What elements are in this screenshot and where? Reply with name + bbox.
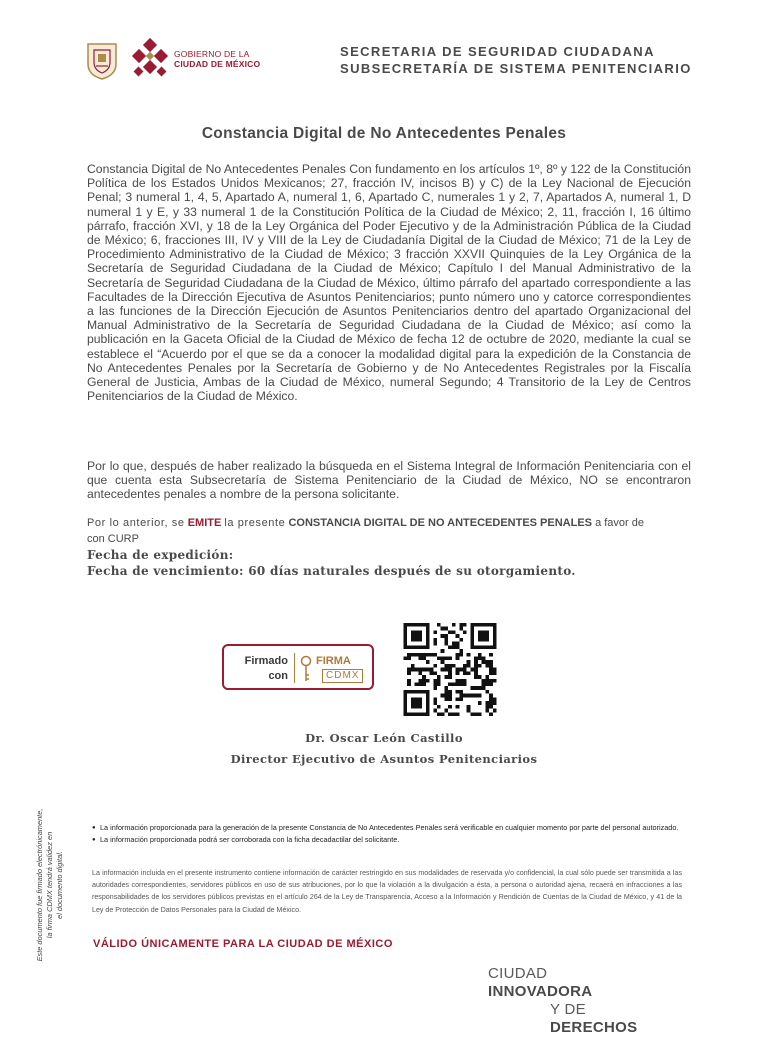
gov-line1: GOBIERNO DE LA (174, 49, 250, 59)
legal-basis-paragraph: Constancia Digital de No Antecedentes Penales Con fundamento en los artículos 1º, 8º y 122 de la Constitución Política de los Estados Unidos Mexicanos; 27, fracción IV, incisos B) y C) de la Ley Nacional de Ejecución Penal; 3 numeral 1, 4, 5, Apartado A, numeral 1, 6, Apartado C, numerales 1 y 2, 7, Apartados A, numeral 1, D numeral 1 y E, y 33 numeral 1 de la Constitución Política de la Ciudad de México; 2, 11, fracción I, 16 último párrafo, fracción XVI, y 18 de la Ley Orgánica del Poder Ejecutivo y de la Administración Pública de la Ciudad de México; 6, fracciones III, IV y VIII de la Ley de Ciudadanía Digital de la Ciudad de México; 71 de la Ley de Procedimiento Administrativo de la Ciudad de México; 3 fracción XXVII Quinquies de la Ley Orgánica de la Secretaría de Seguridad Ciudadana de la Ciudad de México; Capítulo I del Manual Administrativo de la Secretaría de Seguridad Ciudadana de la Ciudad de México, último párrafo del apartado correspondiente a las Facultades de la Dirección Ejecutiva de Asuntos Penitenciarios; punto número uno y catorce correspondientes a las funciones de la Dirección Ejecución de Asuntos Penitenciarios dentro del apartado Organizacional del Manual Administrativo de la Secretaría de Seguridad Ciudadana de la Ciudad de México; así como la publicación en la Gaceta Oficial de la Ciudad de México de fecha 12 de octubre de 2020, mediante la cual se establece el “Acuerdo por el que se da a conocer la modalidad digital para la expedición de la Constancia de No Antecedentes Penales por la Secretaría de Gobierno y de No Antecedentes Registrales por la Fiscalía General de Justicia, Ambas de la Ciudad de México, numeral Segundo; 4 Transitorio de la Ley de Centros Penitenciarios de la Ciudad de México. (87, 162, 691, 404)
qr-code (401, 623, 499, 716)
firma-text: FIRMA (316, 655, 351, 667)
document-title: Constancia Digital de No Antecedentes Penales (201, 125, 567, 142)
secretaria-line2: SUBSECRETARÍA DE SISTEMA PENITENCIARIO (340, 61, 692, 76)
footer-bullets (92, 823, 692, 847)
side-note-line3: el documento digital. (55, 851, 64, 919)
badge-divider (294, 653, 295, 683)
coat-of-arms-icon (85, 42, 119, 80)
slogan (488, 965, 637, 1037)
confidentiality-notice: La información incluida en el presente instrumento contiene información de carácter restringido en sus modalidades de reservada y/o confidencial, la cual sólo puede ser transmitida a las autoridades correspondientes, servidores públicos en uso de sus atribuciones, por lo que la violación a la divulgación a ésta, a persona o autoridad ajena, recaerá en infracciones a las responsabilidades de los servidores públicos previstas en el artículo 264 de la Ley de Transparencia, Acceso a la Información y Rendición de Cuentas de la Ciudad de México, y 41 de la Ley de Protección de Datos Personales para la Ciudad de México. (92, 869, 682, 914)
slogan-derechos: DERECHOS (550, 1019, 638, 1036)
emite-suffix: a favor de (595, 517, 644, 529)
curp-line: con CURP (87, 533, 139, 545)
firma-cdmx-wordmark (316, 654, 363, 683)
firmado-con-label (230, 654, 288, 684)
side-note-line2: la firma CDMX tendrá validez en (45, 831, 54, 939)
cdmx-logo-icon (130, 38, 170, 80)
government-name (174, 49, 260, 69)
signer-role: Director Ejecutivo de Asuntos Penitenciarios (230, 752, 538, 766)
bullet-verifiable: ● La información proporcionada para la generación de la presente Constancia de No Antecedentes Penales será verificable en cualquier momento por parte del personal autorizado. (92, 823, 692, 833)
slogan-innovadora: INNOVADORA (488, 983, 593, 1000)
firmado-text: Firmado (244, 655, 288, 667)
emite-prefix: Por lo anterior, se (87, 517, 185, 529)
secretariat-heading (340, 43, 692, 77)
slogan-y-de: Y DE (550, 1001, 586, 1018)
bullet-fingerprint: ● La información proporcionada podrá ser corroborada con la ficha decadactilar del solicitante. (92, 835, 692, 845)
secretaria-line1: SECRETARIA DE SEGURIDAD CIUDADANA (340, 44, 655, 59)
firma-cdmx-badge (222, 644, 374, 690)
fecha-expedicion: Fecha de expedición: (87, 548, 234, 562)
emite-constancia: CONSTANCIA DIGITAL DE NO ANTECEDENTES PENALES (288, 517, 593, 529)
page-header (0, 0, 768, 100)
emite-mid: la presente (224, 517, 286, 529)
search-result-paragraph: Por lo que, después de haber realizado la búsqueda en el Sistema Integral de Información Penitenciaria con el que cuenta esta Subsecretaría de Sistema Penitenciario de la Ciudad de México, NO se encontraron antecedentes penales a nombre de la persona solicitante. (87, 459, 691, 502)
signer-name: Dr. Oscar León Castillo (305, 731, 463, 745)
key-icon (300, 655, 312, 683)
gov-line2: CIUDAD DE MÉXICO (174, 59, 261, 69)
electronic-signature-note (35, 795, 71, 975)
validity-notice: VÁLIDO ÚNICAMENTE PARA LA CIUDAD DE MÉXICO (93, 938, 393, 950)
signer-block (0, 728, 768, 770)
emite-word: EMITE (187, 517, 222, 529)
slogan-ciudad: CIUDAD (488, 965, 548, 982)
fecha-vencimiento: Fecha de vencimiento: 60 días naturales después de su otorgamiento. (87, 564, 576, 578)
cdmx-text: CDMX (322, 669, 363, 683)
side-note-line1: Este documento fue firmado electrónicamente, (35, 808, 44, 962)
issuance-statement (87, 515, 691, 579)
con-text: con (268, 670, 288, 682)
qr-modules (404, 623, 497, 716)
